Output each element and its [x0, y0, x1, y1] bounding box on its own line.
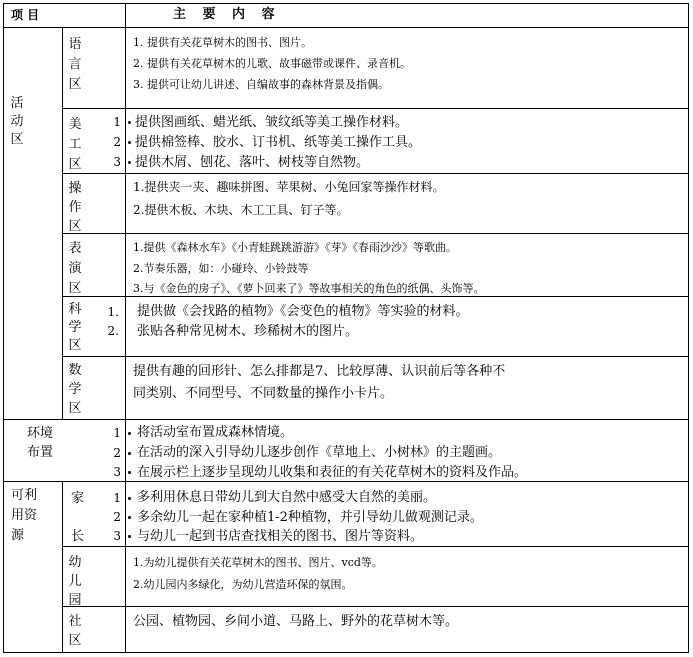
- operation-item-1: 1.提供夹一夹、趣味拼图、苹果树、小兔回家等操作材料。: [133, 180, 445, 194]
- language-item-2: 2. 提供有关花草树木的儿歌、故事磁带或课件、录音机。: [133, 57, 411, 70]
- science-item-2: 张贴各种常见树木、珍稀树木的图片。: [137, 324, 359, 339]
- parents-bullet-2: [128, 516, 131, 519]
- row-divider-6: [62, 546, 689, 547]
- math-line-1: 提供有趣的回形针、怎么排都是7、比较厚薄、认识前后等各种不: [133, 364, 506, 379]
- art-bullet-1: [128, 121, 131, 124]
- row-divider-7: [62, 606, 689, 607]
- art-num-2: 2: [113, 135, 121, 149]
- kindergarten-item-1: 1.为幼儿提供有关花草树木的图书、图片、vcd等。: [133, 556, 383, 569]
- parents-item-2: 多余幼儿一起在家种植1-2种植物，并引导幼儿做观测记录。: [137, 510, 483, 525]
- kindergarten-item-2: 2.幼儿园内多绿化，为幼儿营造环保的氛围。: [133, 578, 353, 591]
- environment-item-2: 在活动的深入引导幼儿逐步创作《草地上、小树林》的主题画。: [137, 445, 502, 460]
- language-item-1: 1. 提供有关花草树木的图书、图片。: [133, 36, 312, 49]
- resources-label-line3: 源: [11, 528, 25, 543]
- table-border-left: [3, 3, 4, 653]
- group-label-activity: 活动区: [10, 96, 24, 147]
- science-num-1: 1.: [107, 305, 119, 319]
- sub-label-performance: 表演区: [68, 241, 82, 296]
- math-line-2: 同类别、不同型号、不同数量的操作小卡片。: [133, 386, 394, 401]
- sub-label-community: 社区: [68, 614, 82, 648]
- sub-label-science: 科学区: [68, 302, 82, 353]
- row-divider-1: [62, 108, 689, 109]
- parents-num-3: 3: [113, 529, 121, 543]
- header-item: 项 目: [11, 8, 40, 22]
- art-num-1: 1: [113, 115, 121, 129]
- header-content: 主 要 内 容: [173, 7, 281, 22]
- sub-label-divider-activity: [62, 27, 63, 419]
- sub-label-parents-line2: 长: [71, 529, 85, 544]
- section-divider-environment: [3, 419, 689, 420]
- art-bullet-2: [128, 141, 131, 144]
- sub-label-divider-resources: [62, 481, 63, 653]
- environment-label-line1: 环境: [27, 426, 54, 441]
- table-border-right: [688, 3, 689, 653]
- science-num-2: 2.: [107, 324, 119, 338]
- table-border-top: [3, 3, 689, 4]
- environment-num-1: 1: [113, 426, 121, 440]
- art-bullet-3: [128, 161, 131, 164]
- content-column-divider: [125, 3, 126, 653]
- resources-label-line1: 可利: [11, 488, 38, 503]
- parents-item-3: 与幼儿一起到书店查找相关的图书、图片等资料。: [137, 529, 424, 544]
- art-num-3: 3: [113, 155, 121, 169]
- environment-bullet-1: [128, 432, 131, 435]
- operation-item-2: 2.提供木板、木块、木工工具、钉子等。: [133, 203, 349, 217]
- row-divider-3: [62, 233, 689, 234]
- section-divider-resources: [3, 481, 689, 482]
- art-item-1: 提供图画纸、蜡光纸、皱纹纸等美工操作材料。: [135, 115, 409, 130]
- sub-label-art: 美工区: [68, 117, 82, 172]
- parents-bullet-3: [128, 535, 131, 538]
- parents-bullet-1: [128, 497, 131, 500]
- environment-num-2: 2: [113, 446, 121, 460]
- row-divider-5: [62, 356, 689, 357]
- sub-label-operation: 操作区: [68, 181, 82, 234]
- parents-item-1: 多利用休息日带幼儿到大自然中感受大自然的美丽。: [137, 490, 437, 505]
- parents-num-2: 2: [113, 510, 121, 524]
- environment-label-line2: 布置: [27, 445, 54, 460]
- language-item-3: 3. 提供可让幼儿讲述、自编故事的森林背景及指偶。: [133, 78, 389, 91]
- row-divider-4: [62, 296, 689, 297]
- environment-item-3: 在展示栏上逐步呈现幼儿收集和表征的有关花草树木的资料及作品。: [137, 465, 528, 480]
- performance-item-1: 1.提供《森林水车》《小青蛙跳跳游游》《芽》《春雨沙沙》等歌曲。: [133, 241, 457, 254]
- sub-label-math: 数学区: [68, 363, 82, 416]
- sub-label-parents-line1: 家: [71, 491, 85, 506]
- environment-item-1: 将活动室布置成森林情境。: [137, 425, 294, 440]
- parents-num-1: 1: [113, 491, 121, 505]
- table-border-bottom: [3, 652, 689, 653]
- resources-label-line2: 用资: [11, 508, 38, 523]
- sub-label-kindergarten: 幼儿园: [68, 555, 82, 608]
- environment-num-3: 3: [113, 465, 121, 479]
- art-item-3: 提供木屑、刨花、落叶、树枝等自然物。: [135, 155, 370, 170]
- performance-item-3: 3.与《金色的房子》、《萝卜回来了》等故事相关的角色的纸偶、头饰等。: [133, 282, 485, 295]
- art-item-2: 提供棉签棒、胶水、订书机、纸等美工操作工具。: [135, 135, 422, 150]
- performance-item-2: 2.节奏乐器，如：小碰玲、小铃鼓等: [133, 262, 309, 275]
- sub-label-language: 语言区: [68, 37, 82, 92]
- community-text: 公园、植物园、乡间小道、马路上、野外的花草树木等。: [133, 614, 459, 629]
- row-divider-2: [62, 173, 689, 174]
- environment-bullet-2: [128, 452, 131, 455]
- header-divider: [3, 27, 689, 28]
- science-item-1: 提供做《会找路的植物》《会变色的植物》等实验的材料。: [137, 304, 469, 319]
- environment-bullet-3: [128, 471, 131, 474]
- activity-plan-table: [3, 3, 689, 653]
